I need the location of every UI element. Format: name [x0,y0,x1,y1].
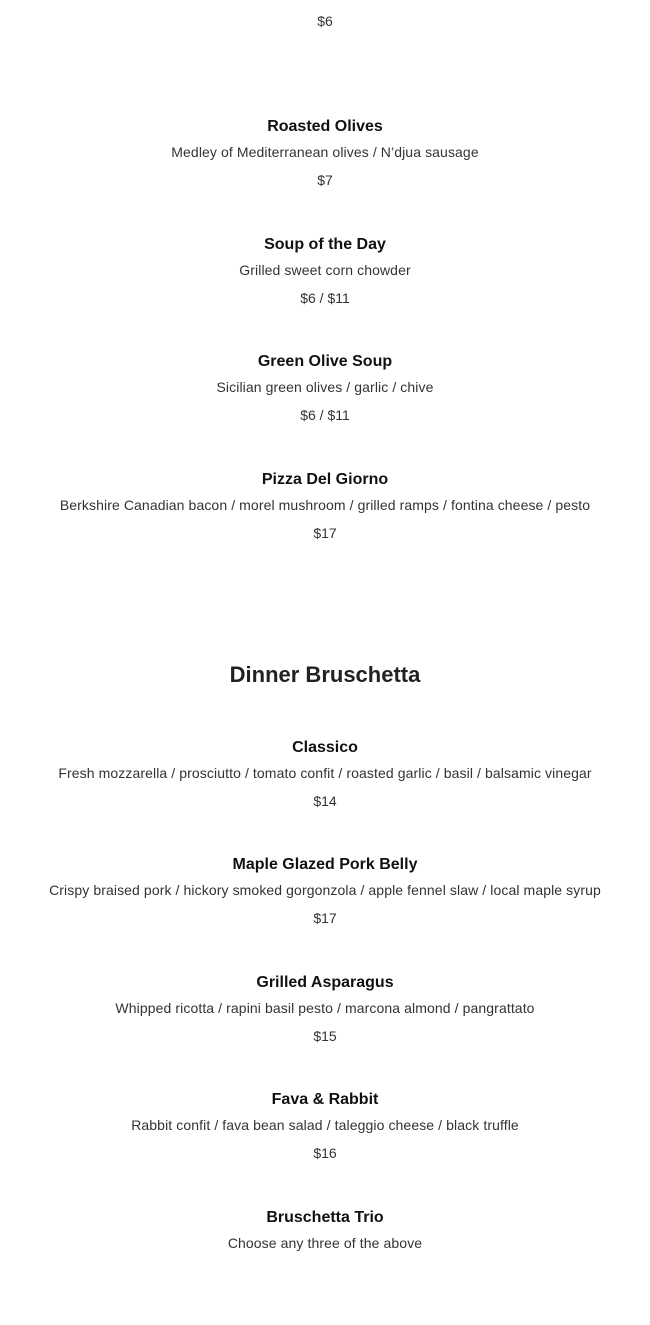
menu-item [0,738,650,856]
item-price: $17 [0,524,650,542]
item-name: Roasted Olives [0,117,650,137]
item-description: Berkshire Canadian bacon / morel mushroom / grilled ramps / fontina cheese / pesto [0,496,650,514]
item-description: Grilled sweet corn chowder [0,261,650,279]
item-name: Classico [0,738,650,758]
bruschetta-section [0,661,650,1325]
section-title: Dinner Bruschetta [0,661,650,689]
item-name: Fava & Rabbit [0,1090,650,1110]
item-description: Crispy braised pork / hickory smoked gorgonzola / apple fennel slaw / local maple syrup [0,881,650,899]
item-price: $7 [0,171,650,189]
item-name: Bruschetta Trio [0,1208,650,1228]
menu-item [0,1208,650,1325]
item-price: $14 [0,792,650,810]
menu-item [0,1090,650,1208]
item-name: Maple Glazed Pork Belly [0,855,650,875]
item-price: $6 [0,12,650,30]
item-price: $17 [0,909,650,927]
item-name: Grilled Asparagus [0,973,650,993]
item-price: $6 / $11 [0,289,650,307]
item-price: $16 [0,1144,650,1162]
item-name: Soup of the Day [0,235,650,255]
item-description: Whipped ricotta / rapini basil pesto / marcona almond / pangrattato [0,999,650,1017]
item-description: Fresh mozzarella / prosciutto / tomato confit / roasted garlic / basil / balsamic vinegar [0,764,650,782]
item-description: Rabbit confit / fava bean salad / taleggio cheese / black truffle [0,1116,650,1134]
menu-item [0,235,650,353]
menu-item [0,973,650,1091]
item-description: Choose any three of the above [0,1234,650,1252]
item-name: Green Olive Soup [0,352,650,372]
menu-item [0,352,650,470]
menu-item [0,470,650,661]
menu-item-cut [0,0,650,117]
menu-item [0,855,650,973]
item-price: $6 / $11 [0,406,650,424]
item-name: Pizza Del Giorno [0,470,650,490]
item-price: $15 [0,1027,650,1045]
item-description: Sicilian green olives / garlic / chive [0,378,650,396]
item-description: Medley of Mediterranean olives / N’djua sausage [0,143,650,161]
menu-item [0,117,650,235]
